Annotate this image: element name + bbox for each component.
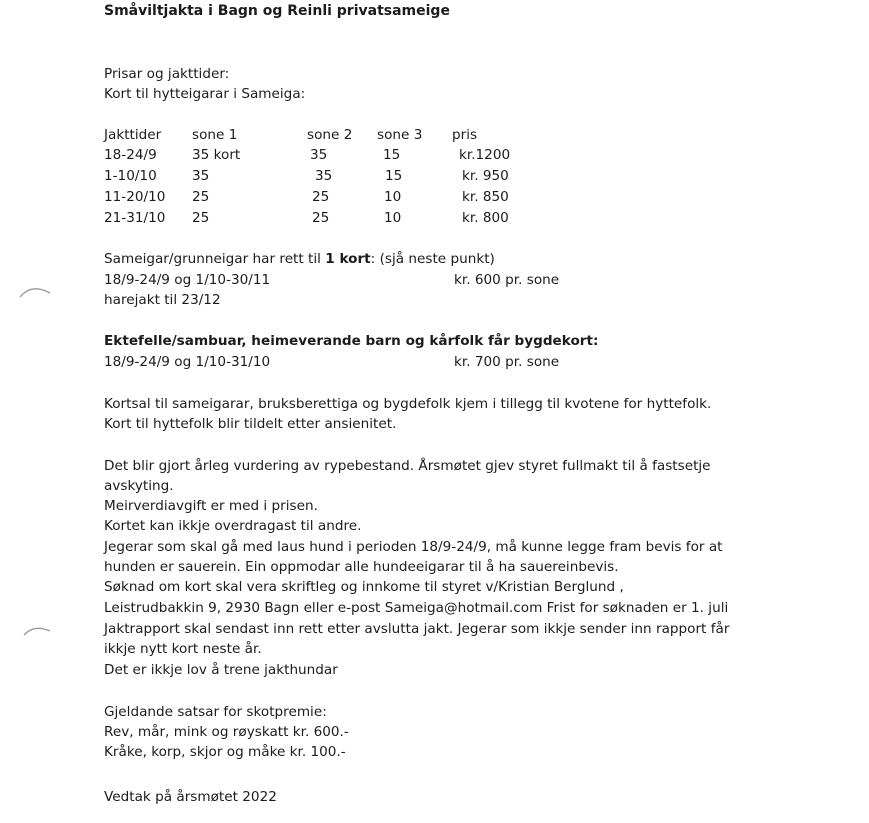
header-pris: pris [452, 127, 478, 143]
cell-period: 18-24/9 [104, 147, 157, 163]
owners-tail: : (sjå neste punkt) [370, 251, 495, 267]
owners-price: kr. 600 pr. sone [454, 272, 560, 288]
intro-line-prices: Prisar og jakttider: [104, 66, 230, 82]
cell-sone-3: 10 [384, 210, 402, 226]
family-price: kr. 700 pr. sone [454, 354, 560, 370]
cell-sone-2: 35 [315, 168, 333, 184]
owners-lead: Sameigar/grunneigar har rett til [104, 251, 326, 267]
cell-period: 1-10/10 [104, 168, 157, 184]
cell-price: kr. 950 [462, 168, 509, 184]
cell-period: 11-20/10 [104, 189, 166, 205]
cell-sone-1: 25 [192, 210, 210, 226]
rules-line: ikkje nytt kort neste år. [104, 641, 262, 657]
bounty-line-2: Kråke, korp, skjor og måke kr. 100.- [104, 744, 346, 760]
sales-line-2: Kort til hyttefolk blir tildelt etter ansienitet. [104, 416, 397, 432]
cell-sone-2: 25 [312, 189, 330, 205]
owners-bold-quota: 1 kort [325, 251, 371, 267]
header-jakttider: Jakttider [104, 127, 162, 143]
document-title: Småviltjakta i Bagn og Reinli privatsameige [104, 3, 450, 19]
cell-sone-1: 35 [192, 168, 210, 184]
cell-sone-3: 15 [385, 168, 403, 184]
header-sone-3: sone 3 [377, 127, 423, 143]
family-heading: Ektefelle/sambuar, heimeverande barn og kårfolk får bygdekort: [104, 333, 599, 349]
rules-line: Det er ikkje lov å trene jakthundar [104, 662, 338, 678]
cell-price: kr.1200 [459, 147, 511, 163]
cell-sone-3: 15 [383, 147, 401, 163]
cell-period: 21-31/10 [104, 210, 166, 226]
owners-rule-line [104, 249, 495, 269]
punch-hole-mark-lower [22, 625, 52, 637]
header-sone-2: sone 2 [307, 127, 353, 143]
header-sone-1: sone 1 [192, 127, 238, 143]
bounty-line-1: Rev, mår, mink og røyskatt kr. 600.- [104, 724, 349, 740]
cell-sone-2: 25 [312, 210, 330, 226]
cell-price: kr. 800 [462, 210, 509, 226]
rules-line: Det blir gjort årleg vurdering av rypebestand. Årsmøtet gjev styret fullmakt til å fastsetje [104, 458, 711, 474]
rules-line: Søknad om kort skal vera skriftleg og innkome til styret v/Kristian Berglund , [104, 579, 624, 595]
cell-sone-3: 10 [384, 189, 402, 205]
rules-line: Jaktrapport skal sendast inn rett etter avslutta jakt. Jegerar som ikkje sender inn rapport får [104, 621, 730, 637]
rules-line: Jegerar som skal gå med laus hund i perioden 18/9-24/9, må kunne legge fram bevis for at [104, 539, 723, 555]
cell-price: kr. 850 [462, 189, 509, 205]
rules-line: Meirverdiavgift er med i prisen. [104, 498, 318, 514]
owners-period: 18/9-24/9 og 1/10-30/11 [104, 272, 271, 288]
adoption-note: Vedtak på årsmøtet 2022 [104, 789, 277, 805]
punch-hole-mark-upper [18, 285, 52, 299]
rules-line: avskyting. [104, 478, 174, 494]
family-period: 18/9-24/9 og 1/10-31/10 [104, 354, 271, 370]
rules-line: Leistrudbakkin 9, 2930 Bagn eller e-post Sameiga@hotmail.com Frist for søknaden er 1. juli [104, 600, 729, 616]
rules-line: hunden er sauerein. Ein oppmodar alle hundeeigarar til å ha sauereinbevis. [104, 559, 619, 575]
rules-line: Kortet kan ikkje overdragast til andre. [104, 518, 362, 534]
cell-sone-1: 35 kort [192, 147, 241, 163]
cell-sone-1: 25 [192, 189, 210, 205]
intro-line-cabin-owners: Kort til hytteigarar i Sameiga: [104, 86, 306, 102]
owners-hare-hunt: harejakt til 23/12 [104, 292, 221, 308]
sales-line-1: Kortsal til sameigarar, bruksberettiga og bygdefolk kjem i tillegg til kvotene for hyttefolk. [104, 396, 712, 412]
bounty-heading: Gjeldande satsar for skotpremie: [104, 704, 327, 720]
cell-sone-2: 35 [310, 147, 328, 163]
